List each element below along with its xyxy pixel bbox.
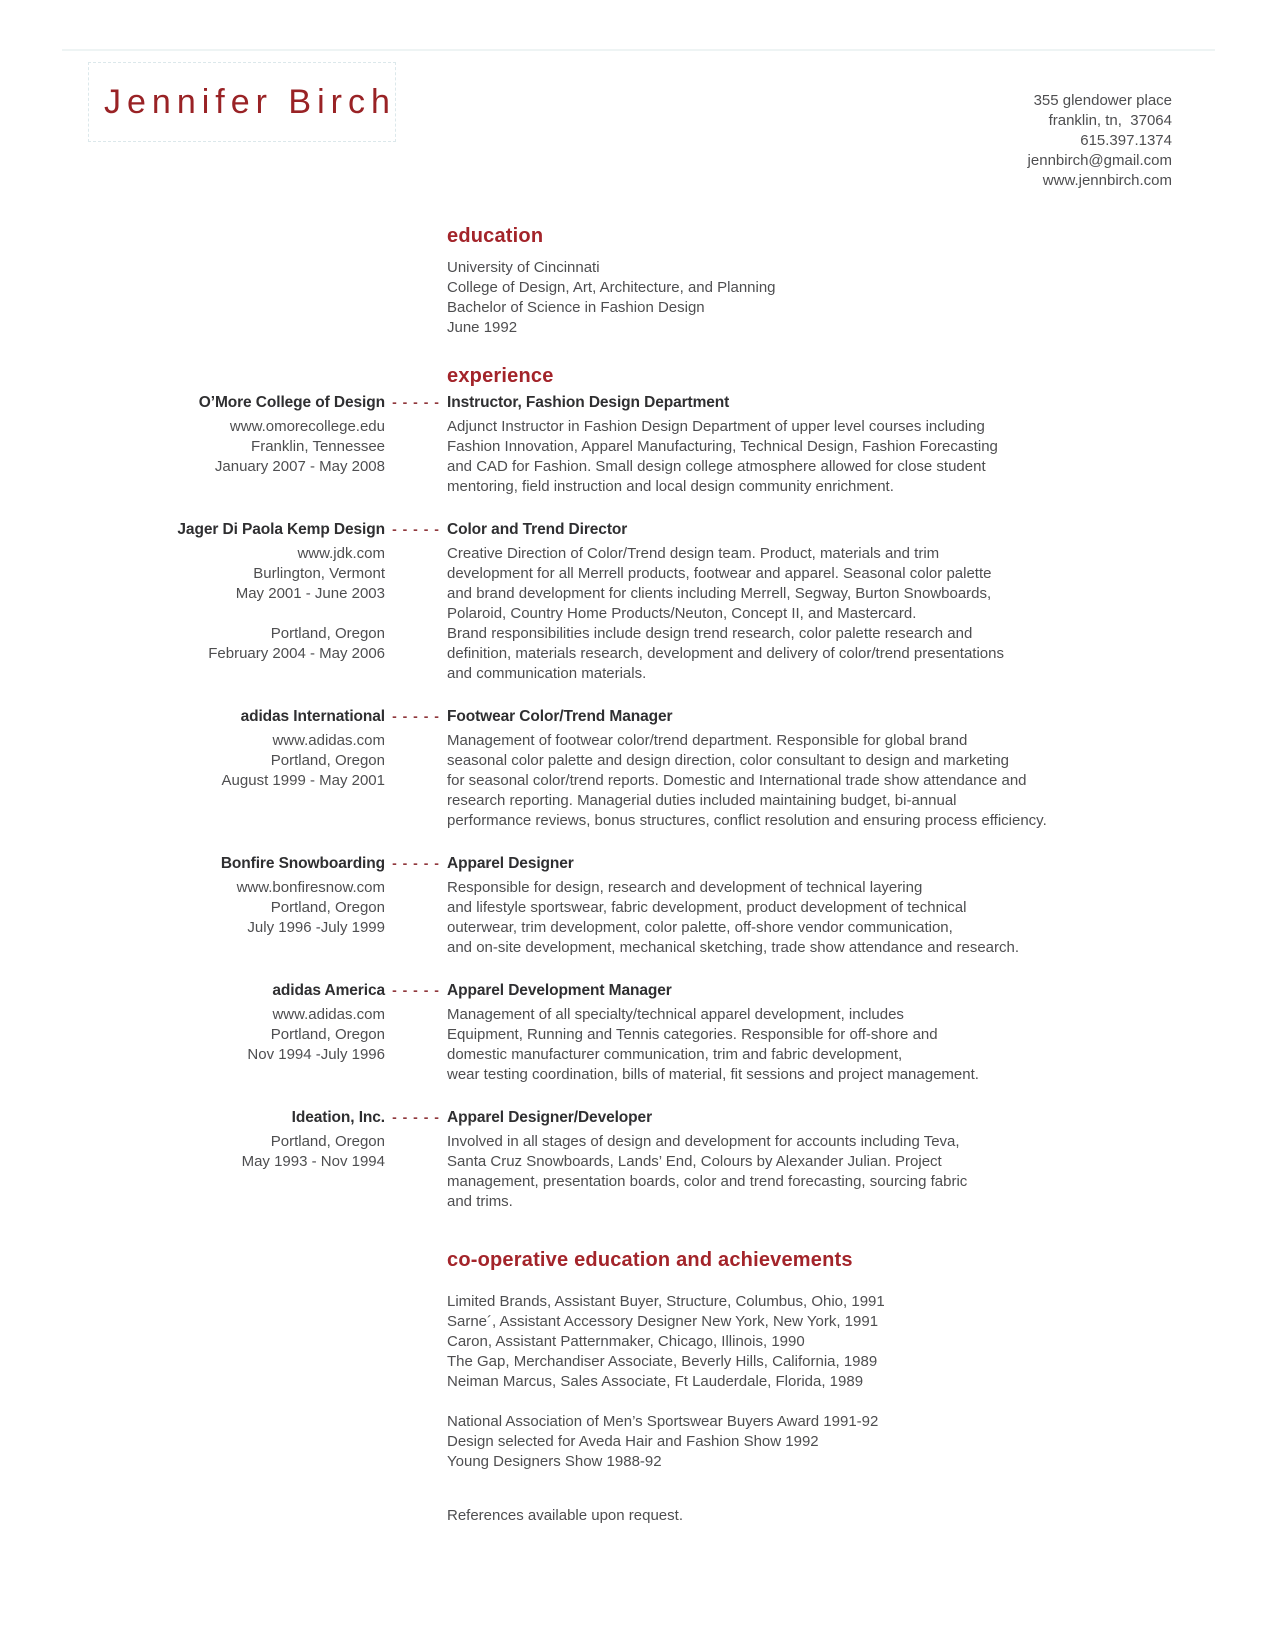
job-meta-line: www.omorecollege.edu	[229, 418, 385, 435]
job-title: Apparel Designer/Developer	[447, 1109, 653, 1126]
job-description-line: performance reviews, bonus structures, conflict resolution and ensuring process efficiency.	[447, 812, 1047, 829]
job-meta-line: August 1999 - May 2001	[221, 772, 385, 789]
job-description-line: seasonal color palette and design direction, color consultant to design and marketing	[447, 752, 1010, 769]
education-line: University of Cincinnati	[447, 259, 600, 276]
job-meta-line: Burlington, Vermont	[253, 565, 385, 582]
dash-connector: - - - - -	[392, 982, 440, 998]
job-description-line: outerwear, trim development, color palette, off-shore vendor communication,	[447, 919, 953, 936]
job-description-line: and communication materials.	[447, 665, 647, 682]
job-meta-line: Portland, Oregon	[270, 752, 385, 769]
job-meta-line	[0, 604, 385, 624]
job-meta-line: Portland, Oregon	[270, 1026, 385, 1043]
job-description-line: Fashion Innovation, Apparel Manufacturing, Technical Design, Fashion Forecasting	[447, 438, 998, 455]
job-description-line: Responsible for design, research and development of technical layering	[447, 879, 923, 896]
spacer	[385, 540, 447, 684]
coop-line: Limited Brands, Assistant Buyer, Structure, Columbus, Ohio, 1991	[447, 1293, 885, 1310]
job-meta-line: Portland, Oregon	[270, 1133, 385, 1150]
contact-line: www.jennbirch.com	[1042, 172, 1172, 189]
job-meta	[0, 878, 385, 958]
job-description-line: Creative Direction of Color/Trend design team. Product, materials and trim	[447, 545, 940, 562]
job-entry-adidas-america	[0, 980, 1275, 1085]
awards-list	[447, 1412, 1275, 1472]
job-description-line: and lifestyle sportswear, fabric development, product development of technical	[447, 899, 967, 916]
coop-line: Neiman Marcus, Sales Associate, Ft Lauderdale, Florida, 1989	[447, 1373, 864, 1390]
spacer	[385, 1001, 447, 1085]
job-meta-line: May 1993 - Nov 1994	[241, 1153, 385, 1170]
coop-heading: co-operative education and achievements	[447, 1249, 853, 1271]
job-title: Color and Trend Director	[447, 521, 628, 538]
job-description-line: and brand development for clients including Merrell, Segway, Burton Snowboards,	[447, 585, 992, 602]
job-meta-line: Franklin, Tennessee	[251, 438, 385, 455]
job-title: Apparel Development Manager	[447, 982, 672, 999]
job-meta-line: January 2007 - May 2008	[214, 458, 385, 475]
company-name: adidas America	[272, 982, 385, 999]
coop-line: The Gap, Merchandiser Associate, Beverly Hills, California, 1989	[447, 1353, 878, 1370]
person-name: Jennifer Birch	[104, 82, 396, 121]
education-line: June 1992	[447, 319, 518, 336]
job-meta-line: www.jdk.com	[297, 545, 385, 562]
job-description-line: Brand responsibilities include design trend research, color palette research and	[447, 625, 973, 642]
job-entry-adidas-international	[0, 706, 1275, 831]
job-description	[447, 878, 1160, 958]
company-name: O’More College of Design	[198, 394, 385, 411]
education-line: College of Design, Art, Architecture, and Planning	[447, 279, 776, 296]
company-name: Bonfire Snowboarding	[220, 855, 385, 872]
job-description-line: research reporting. Managerial duties included maintaining budget, bi-annual	[447, 792, 957, 809]
spacer	[385, 1128, 447, 1212]
job-description	[447, 544, 1160, 684]
award-line: Young Designers Show 1988-92	[447, 1453, 662, 1470]
job-description	[447, 417, 1160, 497]
contact-line: 355 glendower place	[1033, 92, 1172, 109]
job-description-line: Management of footwear color/trend department. Responsible for global brand	[447, 732, 968, 749]
job-meta	[0, 1132, 385, 1212]
job-meta	[0, 1005, 385, 1085]
job-meta-line: July 1996 -July 1999	[247, 919, 385, 936]
dash-connector: - - - - -	[392, 708, 440, 724]
job-description-line: Equipment, Running and Tennis categories. Responsible for off-shore and	[447, 1026, 938, 1043]
job-description-line: definition, materials research, development and delivery of color/trend presentations	[447, 645, 1004, 662]
contact-line: franklin, tn, 37064	[1048, 112, 1172, 129]
job-description	[447, 731, 1160, 831]
job-meta-line: www.bonfiresnow.com	[236, 879, 385, 896]
experience-heading: experience	[447, 365, 554, 387]
spacer	[385, 413, 447, 497]
job-description-line: Involved in all stages of design and development for accounts including Teva,	[447, 1133, 960, 1150]
job-meta	[0, 417, 385, 497]
job-meta	[0, 731, 385, 831]
coop-line: Caron, Assistant Patternmaker, Chicago, Illinois, 1990	[447, 1333, 805, 1350]
job-description-line: wear testing coordination, bills of material, fit sessions and project management.	[447, 1066, 979, 1083]
education-line: Bachelor of Science in Fashion Design	[447, 299, 705, 316]
references-note: References available upon request.	[447, 1507, 683, 1524]
job-description-line: and trims.	[447, 1193, 513, 1210]
job-meta-line: www.adidas.com	[272, 1006, 385, 1023]
job-description-line: domestic manufacturer communication, trim and fabric development,	[447, 1046, 903, 1063]
job-title: Footwear Color/Trend Manager	[447, 708, 673, 725]
job-entry-bonfire	[0, 853, 1275, 958]
coop-line: Sarne´, Assistant Accessory Designer New York, New York, 1991	[447, 1313, 879, 1330]
job-description-line: Adjunct Instructor in Fashion Design Department of upper level courses including	[447, 418, 985, 435]
job-description-line: Polaroid, Country Home Products/Neuton, Concept II, and Mastercard.	[447, 605, 917, 622]
job-meta-line: Portland, Oregon	[270, 899, 385, 916]
dash-connector: - - - - -	[392, 521, 440, 537]
job-meta	[0, 544, 385, 684]
job-description-line: and on-site development, mechanical sketching, trade show attendance and research.	[447, 939, 1020, 956]
job-entry-jdk	[0, 519, 1275, 684]
education-details	[447, 258, 1275, 338]
name-box	[88, 62, 396, 142]
spacer	[385, 727, 447, 831]
job-description-line: for seasonal color/trend reports. Domestic and International trade show attendance and	[447, 772, 1027, 789]
job-description-line: mentoring, field instruction and local design community enrichment.	[447, 478, 894, 495]
job-meta-line: May 2001 - June 2003	[235, 585, 385, 602]
company-name: adidas International	[240, 708, 385, 725]
experience-list	[0, 392, 1275, 1212]
job-meta-line: Portland, Oregon	[270, 625, 385, 642]
job-entry-ideation	[0, 1107, 1275, 1212]
job-description	[447, 1005, 1160, 1085]
award-line: National Association of Men’s Sportswear Buyers Award 1991-92	[447, 1413, 879, 1430]
job-description-line: management, presentation boards, color and trend forecasting, sourcing fabric	[447, 1173, 968, 1190]
contact-block	[1028, 91, 1172, 191]
contact-line: jennbirch@gmail.com	[1027, 152, 1172, 169]
job-meta-line: February 2004 - May 2006	[208, 645, 385, 662]
company-name: Jager Di Paola Kemp Design	[177, 521, 385, 538]
job-description-line: Management of all specialty/technical apparel development, includes	[447, 1006, 904, 1023]
spacer	[385, 874, 447, 958]
job-description-line: and CAD for Fashion. Small design college atmosphere allowed for close student	[447, 458, 986, 475]
top-divider-line	[62, 49, 1215, 51]
dash-connector: - - - - -	[392, 394, 440, 410]
job-description-line: development for all Merrell products, footwear and apparel. Seasonal color palette	[447, 565, 992, 582]
job-description	[447, 1132, 1160, 1212]
education-heading: education	[447, 225, 544, 247]
coop-list	[447, 1292, 1275, 1392]
award-line: Design selected for Aveda Hair and Fashion Show 1992	[447, 1433, 819, 1450]
job-description-line: Santa Cruz Snowboards, Lands’ End, Colours by Alexander Julian. Project	[447, 1153, 942, 1170]
dash-connector: - - - - -	[392, 1109, 440, 1125]
job-title: Instructor, Fashion Design Department	[447, 394, 730, 411]
dash-connector: - - - - -	[392, 855, 440, 871]
job-title: Apparel Designer	[447, 855, 574, 872]
job-entry-omore	[0, 392, 1275, 497]
job-meta-line: Nov 1994 -July 1996	[247, 1046, 385, 1063]
contact-line: 615.397.1374	[1080, 132, 1172, 149]
job-meta-line: www.adidas.com	[272, 732, 385, 749]
company-name: Ideation, Inc.	[291, 1109, 385, 1126]
